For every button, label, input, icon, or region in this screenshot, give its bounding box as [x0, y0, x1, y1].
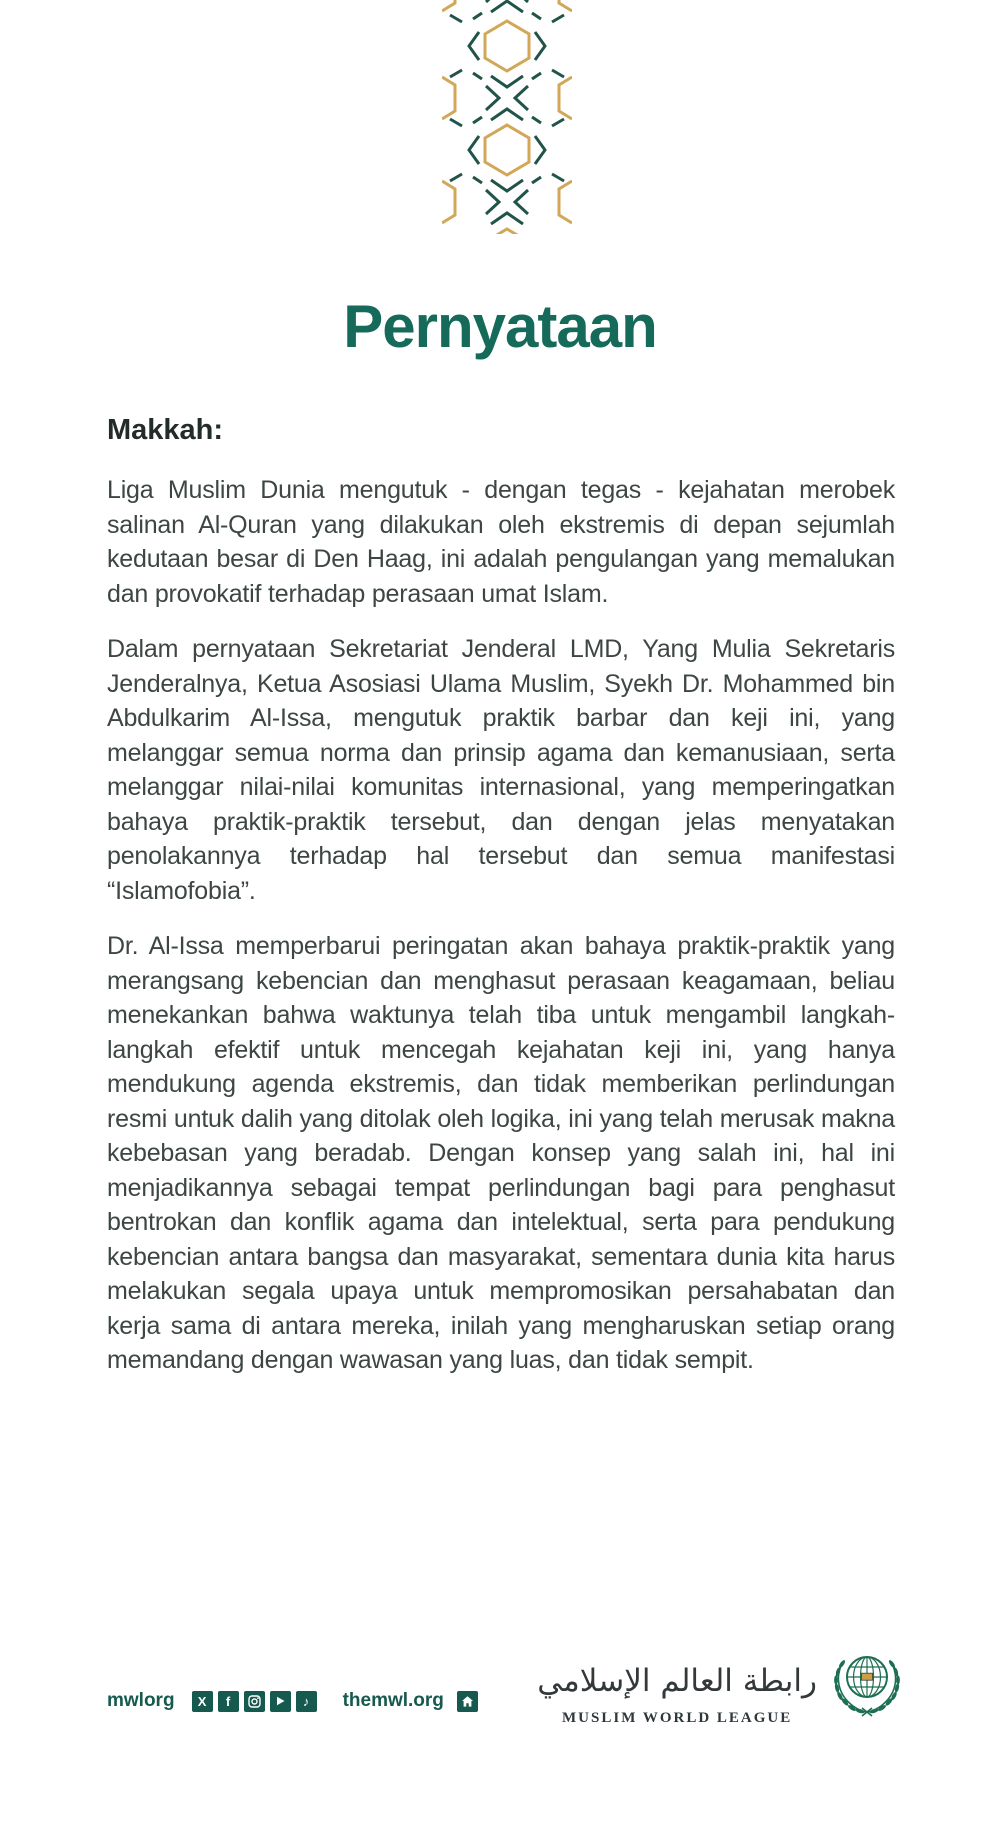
website-label[interactable]: themwl.org: [342, 1690, 444, 1711]
x-glyph: X: [197, 1693, 207, 1709]
youtube-icon[interactable]: [270, 1691, 291, 1712]
instagram-icon[interactable]: [244, 1691, 265, 1712]
mwl-emblem: [829, 1650, 905, 1730]
page-title: Pernyataan: [343, 293, 657, 360]
facebook-icon[interactable]: [218, 1691, 239, 1712]
tiktok-glyph: ♪: [302, 1693, 310, 1709]
mwl-logo: [537, 1650, 905, 1730]
statement-paragraph: Dalam pernyataan Sekretariat Jenderal LMD, Yang Mulia Sekretaris Jenderalnya, Ketua Asosiasi Ulama Muslim, Syekh Dr. Mohammed bin Abdulkarim Al-Issa, mengutuk praktik barbar dan keji ini, yang melanggar semua norma dan prinsip agama dan kemanusiaan, serta melanggar nilai-nilai komunitas internasional, yang memperingatkan bahaya praktik-praktik tersebut, dan dengan jelas menyatakan penolakannya terhadap hal tersebut dan semua manifestasi “Islamofobia”.: [107, 635, 895, 905]
instagram-glyph: [248, 1695, 261, 1708]
footer: [107, 1650, 905, 1730]
statement-paragraph: Liga Muslim Dunia mengutuk - dengan tegas - kejahatan merobek salinan Al-Quran yang dilakukan oleh ekstremis di depan sejumlah kedutaan besar di Den Haag, ini adalah pengulangan yang memalukan dan provokatif terhadap perasaan umat Islam.: [107, 476, 895, 608]
x-icon[interactable]: [192, 1691, 213, 1712]
home-glyph: [461, 1695, 474, 1708]
mwl-logo-text: [537, 1653, 817, 1727]
social-row: [107, 1690, 478, 1712]
home-icon[interactable]: [457, 1691, 478, 1712]
mwl-arabic-calligraphy: رابطة العالم الإسلامي: [537, 1663, 817, 1699]
statement-paragraph: Dr. Al-Issa memperbarui peringatan akan bahaya praktik-praktik yang merangsang kebencian dan menghasut perasaan keagamaan, beliau menekankan bahwa waktunya telah tiba untuk mengambil langkah-langkah efektif untuk mencegah kejahatan keji ini, yang hanya mendukung agenda ekstremis, dan tidak memberikan perlindungan resmi untuk dalih yang ditolak oleh logika, ini yang telah merusak makna kebebasan yang beradab. Dengan konsep yang salah ini, hal ini menjadikannya sebagai tempat perlindungan bagi para penghasut bentrokan dan konflik agama dan intelektual, serta para pendukung kebencian antara bangsa dan masyarakat, sementara dunia kita harus melakukan segala upaya untuk mempromosikan persahabatan dan kerja sama di antara mereka, inilah yang mengharuskan setiap orang memandang dengan wawasan yang luas, dan tidak sempit.: [107, 932, 895, 1374]
geometric-ornament: [442, 0, 572, 234]
mwl-handle: mwlorg: [107, 1690, 175, 1711]
facebook-glyph: f: [225, 1693, 231, 1709]
dateline-heading: Makkah:: [107, 414, 224, 446]
statement-body: [107, 414, 895, 1399]
youtube-glyph: [274, 1695, 286, 1707]
tiktok-icon[interactable]: [296, 1691, 317, 1712]
mwl-wordmark: MUSLIM WORLD LEAGUE: [562, 1710, 793, 1726]
